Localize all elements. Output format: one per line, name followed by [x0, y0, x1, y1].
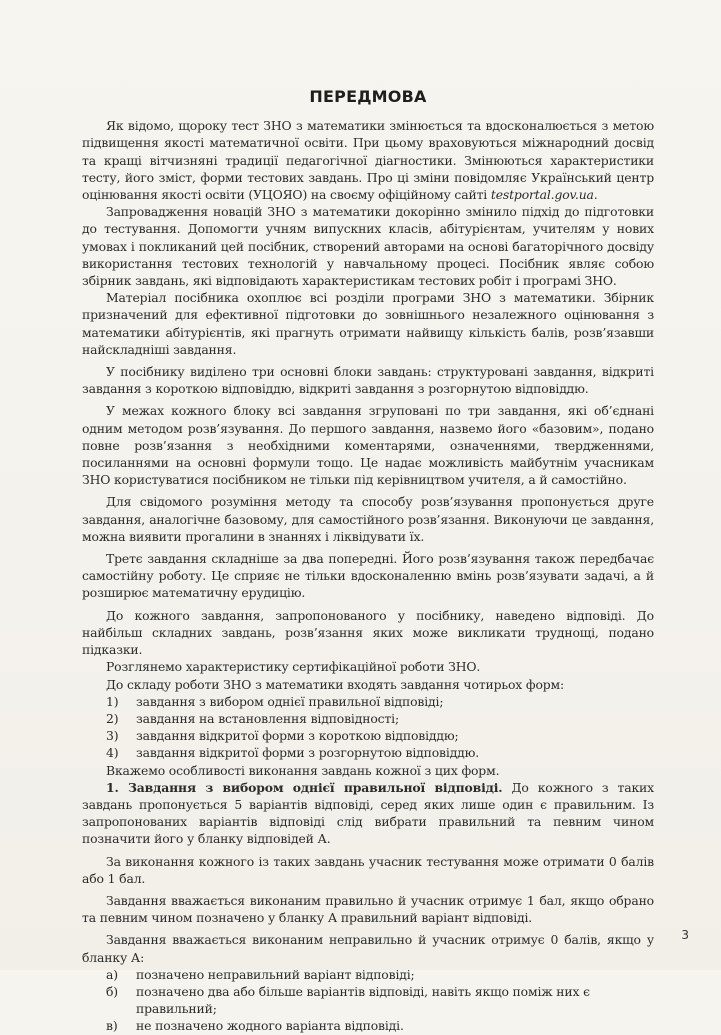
- paragraph-blocks: У посібнику виділено три основні блоки завдань: структуровані завдання, відкриті завдання з короткою відповіддю, відкриті завдання з розгорнутою відповіддю.: [82, 364, 654, 397]
- list-item-text: позначено неправильний варіант відповіді;: [136, 966, 415, 982]
- paragraph-forms-intro: До складу роботи ЗНО з математики входять завдання чотирьох форм:: [106, 676, 565, 692]
- list-item-text: завдання на встановлення відповідності;: [136, 710, 399, 726]
- forms-list: [106, 693, 654, 762]
- paragraph-single-choice: [82, 779, 654, 848]
- list-item-text: завдання відкритої форми з короткою відповіддю;: [136, 728, 459, 744]
- list-marker: а): [106, 966, 118, 982]
- site-link: testportal.gov.ua: [490, 187, 594, 203]
- paragraph-correct: Завдання вважається виконаним правильно й учасник отримує 1 бал, якщо обрано та певним чином позначено у бланку А правильний варіант відповіді.: [82, 892, 654, 926]
- paragraph-intro: [82, 117, 654, 203]
- list-item: [106, 1017, 654, 1034]
- list-item-text: завдання з вибором однієї правильної відповіді;: [136, 693, 444, 709]
- list-item: [106, 983, 654, 1017]
- list-item: [106, 710, 654, 727]
- list-marker: б): [106, 983, 118, 999]
- paragraph-characteristics: Розглянемо характеристику сертифікаційної роботи ЗНО.: [106, 659, 481, 675]
- page-number: 3: [681, 928, 689, 942]
- paragraph-third-task: Третє завдання складніше за два попередні. Його розв’язування також передбачає самостійну роботу. Це сприяє не тільки вдосконаленню вмінь розв’язувати задачі, а й розширює математичну ерудицію.: [82, 551, 654, 601]
- paragraph-scoring: За виконання кожного із таких завдань учасник тестування може отримати 0 балів або 1 бал.: [82, 853, 654, 886]
- paragraph-material: Матеріал посібника охоплює всі розділи програми ЗНО з математики. Збірник призначений для ефективної підготовки до зовнішнього незалежного оцінювання з математики абітурієнтів, які прагнуть отримати найвищу кількість балів, розв’язавши найскладніші завдання.: [82, 290, 654, 357]
- list-item-text: не позначено жодного варіанта відповіді.: [136, 1018, 404, 1034]
- paragraph-novations: Запровадження новацій ЗНО з математики докорінно змінило підхід до підготовки до тестування. Допомогти учням випускних класів, абітурієнтам, учителям у нових умовах і покликаний цей посібник, створений авторами на основі багаторічного досвіду використання тестових технологій у навчальному процесі. Посібник являє собою збірник завдань, які відповідають характеристикам тестових робіт і програмі ЗНО.: [82, 204, 654, 289]
- paragraph-intro-text: Як відомо, щороку тест ЗНО з математики змінюється та вдосконалюється з метою підвищення якості математичної освіти. При цьому враховуються міжнародний досвід та кращі вітчизняні традиції педагогічної діагностики. Змінюються характеристики тесту, його зміст, форми тестових завдань. Про ці зміни повідомляє Український центр оцінювання якості освіти (УЦОЯО) на своєму офіційному сайті: [82, 118, 654, 203]
- list-item-text: позначено два або більше варіантів відповіді, навіть якщо поміж них є правильний;: [136, 983, 590, 1017]
- list-item: [106, 693, 654, 710]
- page-title: ПЕРЕДМОВА: [309, 87, 427, 106]
- list-item-text: завдання відкритої форми з розгорнутою відповіддю.: [136, 745, 480, 761]
- paragraph-incorrect: Завдання вважається виконаним неправильно й учасник отримує 0 балів, якщо у бланку А:: [82, 932, 654, 965]
- list-marker: в): [106, 1018, 118, 1034]
- list-marker: 2): [106, 710, 119, 726]
- incorrect-cases-list: [106, 966, 654, 1035]
- list-item: [106, 966, 654, 983]
- paragraph-second-task: Для свідомого розуміння методу та способу розв’язування пропонується друге завдання, аналогічне базовому, для самостійного розв’язання. Виконуючи це завдання, можна виявити прогалини в знаннях і ліквідувати їх.: [82, 494, 654, 544]
- section-text: До кожного з таких завдань пропонується 5 варіантів відповіді, серед яких лише один є правильним. Із запропонованих варіантів відповіді слід вибрати правильний та певним чином позначити його у бланку відповідей А.: [82, 779, 655, 847]
- paragraph-intro-end: .: [593, 187, 598, 203]
- list-marker: 4): [106, 745, 119, 761]
- section-heading: 1. Завдання з вибором однієї правильної відповіді.: [106, 779, 503, 795]
- list-marker: 1): [106, 693, 119, 709]
- paragraph-grouping: У межах кожного блоку всі завдання згруповані по три завдання, які об’єднані одним методом розв’язування. До першого завдання, назвемо його «базовим», подано повне розв’язання з необхідними коментарями, означеннями, твердженнями, посиланнями на основні формули тощо. Це надає можливість майбутнім учасникам ЗНО користуватися посібником не тільки під керівництвом учителя, а й самостійно.: [82, 403, 654, 488]
- paragraph-features: Вкажемо особливості виконання завдань кожної з цих форм.: [106, 762, 500, 778]
- list-marker: 3): [106, 728, 119, 744]
- list-item: [106, 727, 654, 744]
- list-item: [106, 744, 654, 761]
- paragraph-answers: До кожного завдання, запропонованого у посібнику, наведено відповіді. До найбільш складних завдань, розв’язання яких може викликати труднощі, подано підказки.: [82, 607, 654, 658]
- document-body: [82, 88, 654, 1035]
